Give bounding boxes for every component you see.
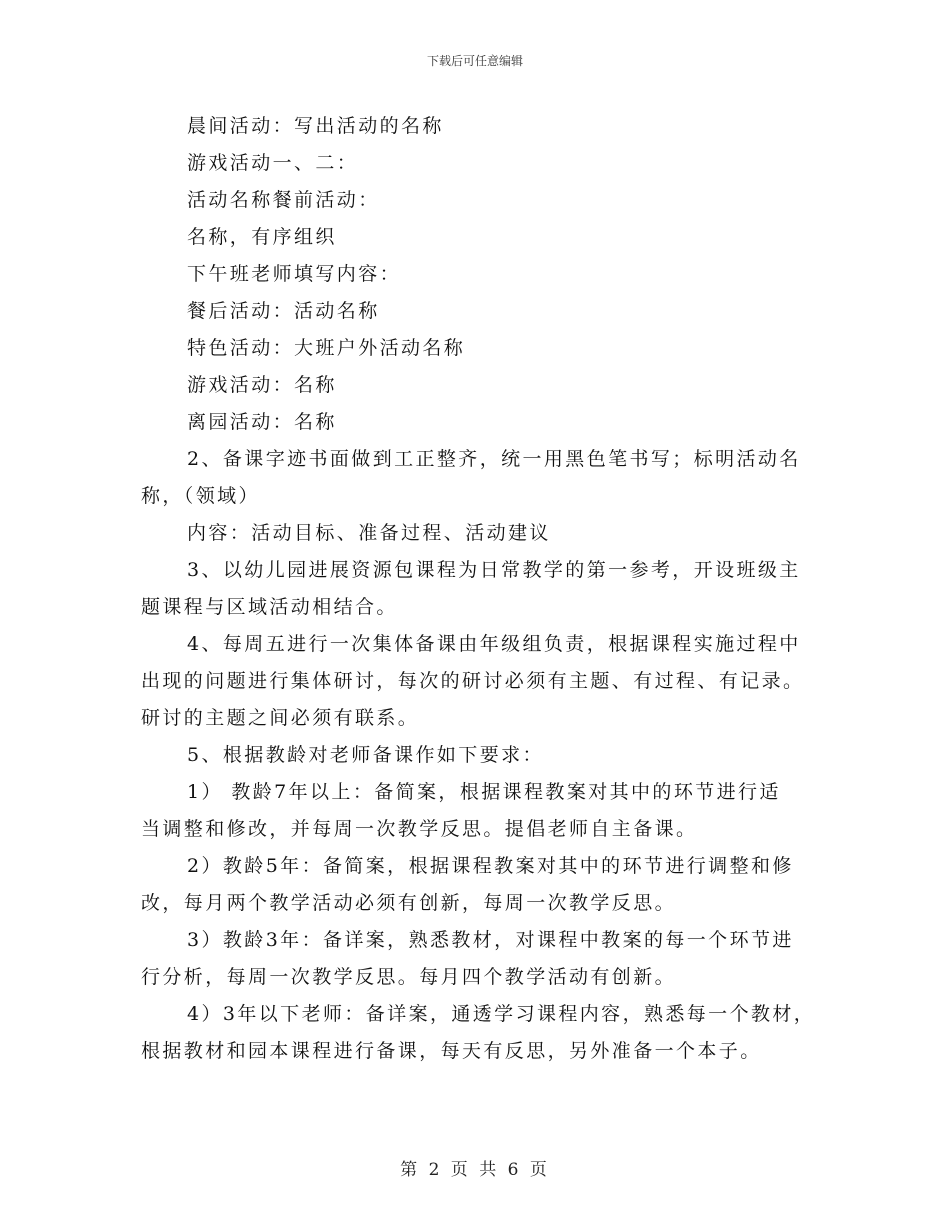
paragraph-line: 内容：活动目标、准备过程、活动建议: [187, 522, 551, 544]
text-line: 活动名称餐前活动：: [187, 189, 380, 211]
paragraph-line: 3、以幼儿园进展资源包课程为日常教学的第一参考，开设班级主: [187, 559, 801, 581]
list-item-line: 行分析，每周一次教学反思。每月四个教学活动有创新。: [141, 966, 677, 988]
list-item-line: 根据教材和园本课程进行备课，每天有反思，另外准备一个本子。: [141, 1040, 762, 1062]
paragraph-line: 称，（领域）: [141, 485, 260, 507]
paragraph-line: 2、备课字迹书面做到工正整齐，统一用黑色笔书写；标明活动名: [187, 448, 801, 470]
paragraph-line: 题课程与区域活动相结合。: [141, 596, 398, 618]
page-header: 下载后可任意编辑: [426, 54, 523, 68]
list-item-line: 改，每月两个教学活动必须有创新，每周一次教学反思。: [141, 892, 677, 914]
list-item-line: 1） 教龄7年以上：备简案，根据课程教案对其中的环节进行适: [187, 781, 781, 803]
paragraph-line: 4、每周五进行一次集体备课由年级组负责，根据课程实施过程中: [187, 633, 801, 655]
paragraph-line: 研讨的主题之间必须有联系。: [141, 707, 420, 729]
document-body: [141, 108, 816, 1070]
text-line: 餐后活动：活动名称: [187, 300, 380, 322]
list-item-line: 4）3年以下老师：备详案，通透学习课程内容，熟悉每一个教材，: [187, 1003, 816, 1025]
text-line: 游戏活动一、二：: [187, 152, 359, 174]
text-line: 游戏活动：名称: [187, 374, 337, 396]
paragraph-line: 5、根据教龄对老师备课作如下要求：: [187, 744, 544, 766]
list-item-line: 3）教龄3年：备详案，熟悉教材，对课程中教案的每一个环节进: [187, 929, 794, 951]
list-item-line: 当调整和修改，并每周一次教学反思。提倡老师自主备课。: [141, 818, 698, 840]
list-item-line: 2）教龄5年：备简案，根据课程教案对其中的环节进行调整和修: [187, 855, 794, 877]
text-line: 下午班老师填写内容：: [187, 263, 402, 285]
page-number-footer: 第 2 页 共 6 页: [400, 1160, 550, 1180]
text-line: 名称，有序组织: [187, 226, 337, 248]
text-line: 离园活动：名称: [187, 411, 337, 433]
paragraph-line: 出现的问题进行集体研讨，每次的研讨必须有主题、有过程、有记录。: [141, 670, 805, 692]
text-line: 晨间活动：写出活动的名称: [187, 115, 444, 137]
text-line: 特色活动：大班户外活动名称: [187, 337, 466, 359]
